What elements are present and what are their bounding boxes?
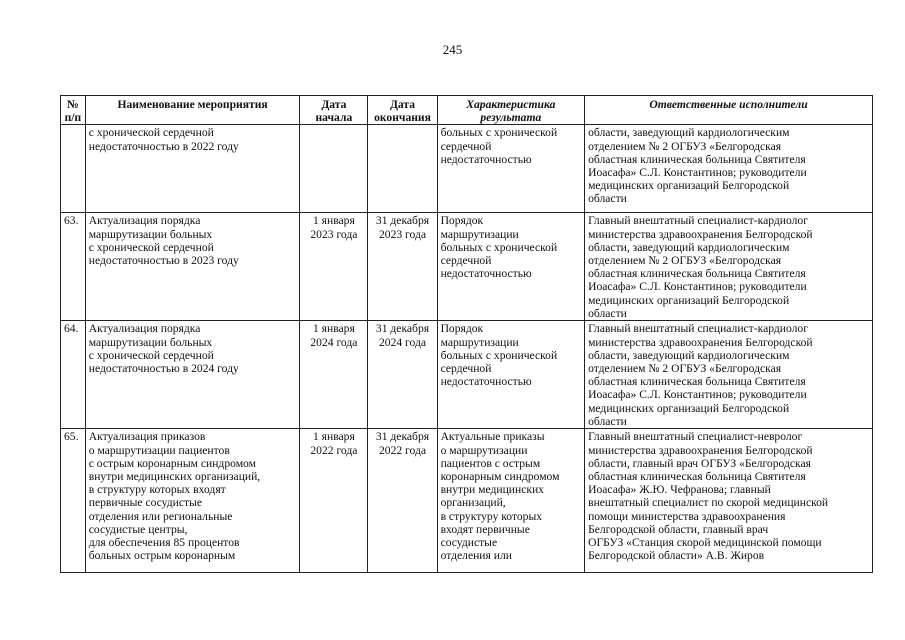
cell-line: внештатный специалист по скорой медицинской [588,496,829,510]
cell-line: ОГБУЗ «Станция скорой медицинской помощи [588,536,822,550]
cell-result [437,429,585,573]
cell-start [300,213,368,321]
cell-line: пациентов с острым [440,456,541,470]
cell-line: 31 декабря [375,322,430,336]
cell-line: 2022 года [378,443,427,457]
cell-line: Актуализация порядка [88,214,201,228]
cell-line: коронарным синдромом [440,470,560,484]
cell-line: маршрутизации больных [88,335,213,349]
cell-line: сердечной [440,254,492,268]
cell-line: министерства здравоохранения Белгородской [588,335,813,349]
cell-line: недостаточностью в 2022 году [88,139,239,153]
cell-line: больных с хронической [440,126,558,140]
cell-line: помощи министерства здравоохранения [588,509,786,523]
events-table [60,95,873,573]
cell-start [300,125,368,213]
cell-line: медицинских организаций Белгородской [588,179,790,193]
cell-line: сердечной [440,362,492,376]
cell-line: медицинских организаций Белгородской [588,401,790,415]
cell-line: недостаточностью [440,152,532,166]
cell-line: 31 декабря [375,430,430,444]
cell-line: Иоасафа» С.Л. Константинов; руководители [588,166,807,180]
cell-line: маршрутизации больных [88,227,213,241]
cell-line: областная клиническая больница Святителя [588,152,806,166]
cell-result [437,321,585,429]
cell-line: с хронической сердечной [88,348,214,362]
cell-line: областная клиническая больница Святителя [588,470,806,484]
cell-line: отделения или региональные [88,509,233,523]
cell-line: Актуализация порядка [88,322,201,336]
header-name: Наименование мероприятия [85,96,300,125]
cell-line: сердечной [440,139,492,153]
cell-num: 63. [61,213,86,321]
cell-start [300,429,368,573]
cell-line: с хронической сердечной [88,240,214,254]
cell-line: областная клиническая больница Святителя [588,267,806,281]
cell-num: 65. [61,429,86,573]
cell-line: 2024 года [378,335,427,349]
cell-line: области, главный врач ОГБУЗ «Белгородская [588,456,811,470]
cell-line: Белгородской области» А.В. Жиров [588,549,765,563]
cell-line: Иоасафа» С.Л. Константинов; руководители [588,280,807,294]
cell-line: недостаточностью в 2023 году [88,254,239,268]
cell-line: внутри медицинских [440,483,544,497]
cell-line: министерства здравоохранения Белгородской [588,227,813,241]
cell-line: сосудистые [440,536,498,550]
cell-end [368,321,437,429]
cell-responsible [585,429,873,573]
cell-line: области, заведующий кардиологическим [588,348,790,362]
cell-line: области, заведующий кардиологическим [588,240,790,254]
cell-name [85,429,300,573]
cell-line: области [588,192,627,206]
cell-line: области [588,306,627,320]
cell-line: внутри медицинских организаций, [88,470,261,484]
cell-responsible [585,321,873,429]
cell-line: Актуальные приказы [440,430,545,444]
cell-line: сосудистые центры, [88,522,188,536]
cell-line: Иоасафа» С.Л. Константинов; руководители [588,388,807,402]
cell-line: больных острым коронарным [88,549,236,563]
table-row [61,213,873,321]
cell-start [300,321,368,429]
cell-line: 1 января [312,322,355,336]
cell-line: областная клиническая больница Святителя [588,375,806,389]
cell-line: области [588,414,627,428]
header-end: Дата окончания [368,96,437,125]
cell-line: 2023 года [310,227,358,241]
cell-line: отделением № 2 ОГБУЗ «Белгородская [588,139,782,153]
cell-responsible [585,125,873,213]
header-start: Дата начала [300,96,368,125]
cell-line: недостаточностью [440,375,532,389]
cell-end [368,125,437,213]
cell-line: Главный внештатный специалист-невролог [588,430,803,444]
cell-line: Главный внештатный специалист-кардиолог [588,322,808,336]
cell-line: отделением № 2 ОГБУЗ «Белгородская [588,362,782,376]
cell-line: Порядок [440,214,484,228]
cell-line: Иоасафа» Ж.Ю. Чефранова; главный [588,483,771,497]
table-body [61,125,873,573]
cell-line: маршрутизации [440,335,519,349]
cell-line: Белгородской области, главный врач [588,522,769,536]
cell-line: входят первичные [440,522,530,536]
cell-name [85,125,300,213]
cell-line: больных с хронической [440,240,558,254]
cell-line: министерства здравоохранения Белгородской [588,443,813,457]
cell-line: первичные сосудистые [88,496,202,510]
table-row [61,125,873,213]
cell-line: Актуализация приказов [88,430,206,444]
cell-line: 1 января [312,214,355,228]
table-row [61,429,873,573]
cell-result [437,125,585,213]
header-responsible: Ответственные исполнители [585,96,873,125]
cell-line: Порядок [440,322,484,336]
cell-line: 1 января [312,430,355,444]
page-number: 245 [442,42,463,57]
cell-line: больных с хронической [440,348,558,362]
table-row [61,321,873,429]
cell-line: с хронической сердечной [88,126,214,140]
cell-name [85,213,300,321]
cell-line: 31 декабря [375,214,430,228]
cell-line: маршрутизации [440,227,519,241]
cell-line: Главный внештатный специалист-кардиолог [588,214,808,228]
cell-num [61,125,86,213]
cell-line: 2023 года [378,227,427,241]
cell-end [368,429,437,573]
cell-line: о маршрутизации пациентов [88,443,230,457]
cell-line: с острым коронарным синдромом [88,456,256,470]
cell-end [368,213,437,321]
cell-line: 2024 года [310,335,358,349]
table-header-row [61,96,873,125]
cell-line: медицинских организаций Белгородской [588,293,790,307]
cell-responsible [585,213,873,321]
cell-result [437,213,585,321]
cell-line: отделения или [440,549,512,563]
cell-line: о маршрутизации [440,443,528,457]
cell-line: отделением № 2 ОГБУЗ «Белгородская [588,254,782,268]
cell-line: для обеспечения 85 процентов [88,536,240,550]
header-num: № п/п [61,96,86,125]
cell-line: области, заведующий кардиологическим [588,126,790,140]
cell-line: в структуру которых [440,509,543,523]
cell-line: организаций, [440,496,506,510]
cell-line: недостаточностью [440,267,532,281]
cell-line: в структуру которых входят [88,483,226,497]
cell-line: 2022 года [310,443,358,457]
header-result: Характеристика результата [437,96,585,125]
cell-line: недостаточностью в 2024 году [88,362,239,376]
cell-name [85,321,300,429]
cell-num: 64. [61,321,86,429]
